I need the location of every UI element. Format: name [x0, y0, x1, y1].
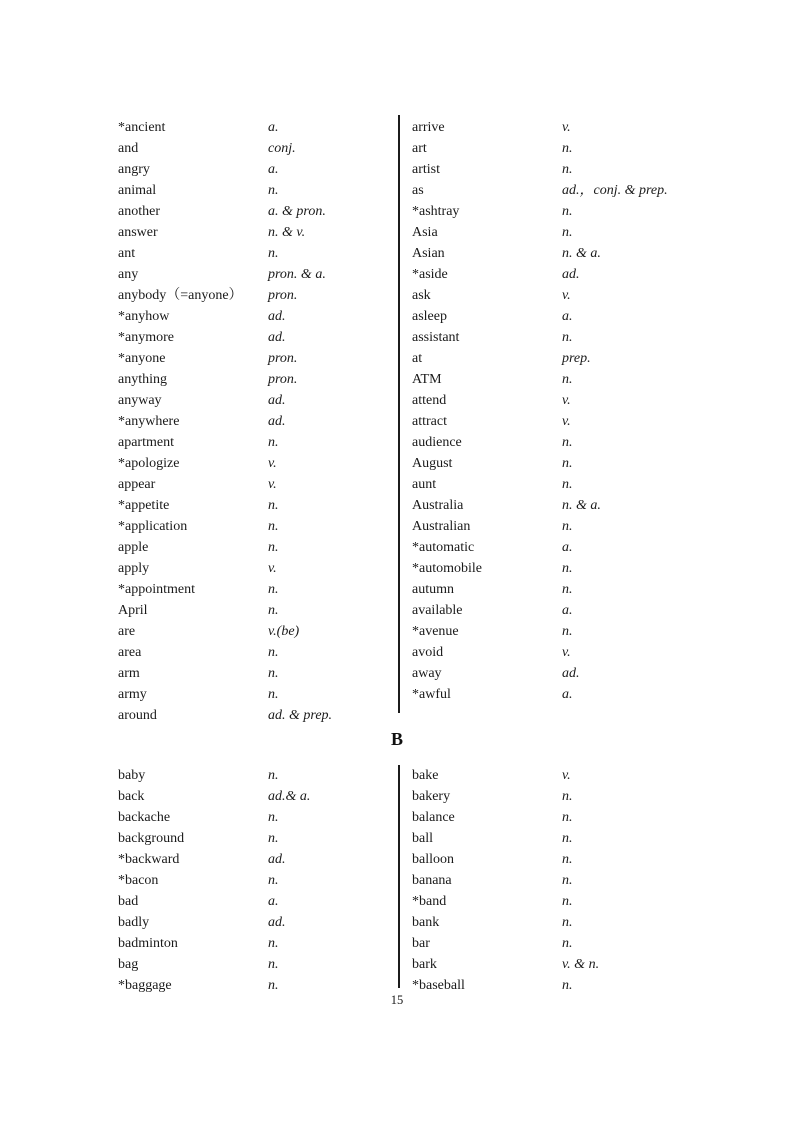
word-entry	[412, 579, 668, 600]
word-entry	[412, 870, 599, 891]
word-text: August	[412, 456, 453, 471]
word-text: around	[118, 708, 157, 723]
word-text: away	[412, 666, 442, 681]
word-entry	[118, 537, 332, 558]
word-text: apple	[118, 540, 149, 555]
pos-text: n.	[562, 852, 573, 867]
word-text: artist	[412, 162, 440, 177]
word-entry	[118, 642, 332, 663]
word-entry	[412, 138, 668, 159]
word-text: bakery	[412, 789, 451, 804]
word-text: bag	[118, 957, 139, 972]
section-a-left-column	[118, 117, 332, 726]
word-text: *avenue	[412, 624, 459, 639]
word-entry	[412, 684, 668, 705]
pos-text: a. & pron.	[268, 204, 326, 219]
pos-text: n.	[562, 372, 573, 387]
word-text: ant	[118, 246, 136, 261]
word-entry	[412, 306, 668, 327]
word-text: April	[118, 603, 148, 618]
pos-text: ad.& a.	[268, 789, 311, 804]
pos-text: ad.	[268, 330, 286, 345]
pos-text: v.(be)	[268, 624, 300, 639]
word-text: apartment	[118, 435, 174, 450]
pos-text: n.	[268, 768, 279, 783]
pos-text: pron.	[268, 351, 298, 366]
pos-text: n.	[268, 246, 279, 261]
pos-text: a.	[268, 162, 279, 177]
pos-text: ad.	[268, 852, 286, 867]
word-entry	[118, 453, 332, 474]
section-b-right-column	[412, 765, 599, 996]
pos-text: pron. & a.	[268, 267, 326, 282]
pos-text: n.	[562, 435, 573, 450]
word-entry	[118, 306, 332, 327]
word-entry	[412, 201, 668, 222]
word-text: *application	[118, 519, 188, 534]
pos-text: n.	[268, 873, 279, 888]
word-entry	[118, 891, 310, 912]
word-text: angry	[118, 162, 150, 177]
word-text: bar	[412, 936, 430, 951]
word-entry	[412, 600, 668, 621]
word-text: Asia	[412, 225, 438, 240]
pos-text: ad.，conj. & prep.	[562, 183, 668, 198]
word-text: as	[412, 183, 424, 198]
pos-text: n.	[562, 624, 573, 639]
word-text: *backward	[118, 852, 180, 867]
pos-text: n.	[562, 162, 573, 177]
word-text: ask	[412, 288, 431, 303]
word-text: area	[118, 645, 142, 660]
word-entry	[412, 558, 668, 579]
word-entry	[412, 828, 599, 849]
word-entry	[412, 495, 668, 516]
word-text: balance	[412, 810, 455, 825]
pos-text: n.	[268, 831, 279, 846]
word-entry	[118, 600, 332, 621]
pos-text: n. & a.	[562, 498, 601, 513]
word-entry	[412, 933, 599, 954]
word-entry	[118, 432, 332, 453]
word-text: animal	[118, 183, 157, 198]
word-text: Asian	[412, 246, 445, 261]
pos-text: ad.	[268, 414, 286, 429]
pos-text: n.	[562, 810, 573, 825]
pos-text: v.	[268, 456, 277, 471]
word-entry	[412, 369, 668, 390]
word-entry	[118, 786, 310, 807]
word-text: balloon	[412, 852, 454, 867]
word-entry	[118, 369, 332, 390]
word-text: Australian	[412, 519, 471, 534]
word-text: another	[118, 204, 160, 219]
word-text: *awful	[412, 687, 451, 702]
word-entry	[118, 264, 332, 285]
word-entry	[412, 891, 599, 912]
word-entry	[412, 411, 668, 432]
pos-text: n.	[268, 687, 279, 702]
word-entry	[118, 663, 332, 684]
word-entry	[118, 933, 310, 954]
word-entry	[412, 243, 668, 264]
word-entry	[118, 765, 310, 786]
word-text: *automatic	[412, 540, 475, 555]
word-text: back	[118, 789, 145, 804]
word-text: *baseball	[412, 978, 465, 993]
pos-text: n.	[268, 498, 279, 513]
word-entry	[118, 579, 332, 600]
word-entry	[118, 870, 310, 891]
word-entry	[118, 495, 332, 516]
word-entry	[412, 285, 668, 306]
word-text: *appointment	[118, 582, 195, 597]
word-text: *baggage	[118, 978, 172, 993]
pos-text: n.	[562, 978, 573, 993]
pos-text: n.	[268, 666, 279, 681]
word-entry	[118, 327, 332, 348]
pos-text: prep.	[562, 351, 591, 366]
word-text: ATM	[412, 372, 442, 387]
word-entry	[412, 642, 668, 663]
word-text: *ancient	[118, 120, 166, 135]
pos-text: v.	[562, 768, 571, 783]
pos-text: n.	[562, 477, 573, 492]
word-entry	[412, 348, 668, 369]
pos-text: n.	[268, 582, 279, 597]
section-a-right-column	[412, 117, 668, 705]
pos-text: a.	[562, 309, 573, 324]
word-entry	[118, 474, 332, 495]
word-text: ball	[412, 831, 433, 846]
pos-text: ad.	[562, 267, 580, 282]
word-entry	[412, 180, 668, 201]
word-entry	[118, 912, 310, 933]
word-entry	[412, 807, 599, 828]
word-entry	[118, 516, 332, 537]
word-entry	[412, 537, 668, 558]
word-entry	[412, 222, 668, 243]
word-text: assistant	[412, 330, 460, 345]
pos-text: v.	[562, 120, 571, 135]
pos-text: v.	[268, 561, 277, 576]
word-text: apply	[118, 561, 150, 576]
pos-text: a.	[562, 540, 573, 555]
pos-text: n.	[562, 519, 573, 534]
word-entry	[118, 807, 310, 828]
page-number: 15	[390, 993, 404, 1007]
word-entry	[118, 138, 332, 159]
word-entry	[412, 765, 599, 786]
word-text: *aside	[412, 267, 448, 282]
word-text: audience	[412, 435, 462, 450]
pos-text: n.	[562, 330, 573, 345]
word-text: bake	[412, 768, 439, 783]
pos-text: n.	[562, 789, 573, 804]
word-text: arrive	[412, 120, 445, 135]
word-text: attend	[412, 393, 447, 408]
word-text: attract	[412, 414, 447, 429]
column-divider-section-a	[398, 115, 400, 713]
pos-text: n.	[562, 831, 573, 846]
word-text: and	[118, 141, 139, 156]
section-b-left-column	[118, 765, 310, 996]
word-text: any	[118, 267, 139, 282]
word-entry	[118, 159, 332, 180]
word-text: *anyhow	[118, 309, 170, 324]
pos-text: n.	[562, 456, 573, 471]
pos-text: ad.	[268, 309, 286, 324]
word-text: Australia	[412, 498, 464, 513]
word-text: badminton	[118, 936, 178, 951]
word-entry	[118, 849, 310, 870]
word-text: asleep	[412, 309, 447, 324]
word-entry	[412, 117, 668, 138]
word-entry	[412, 954, 599, 975]
word-text: avoid	[412, 645, 444, 660]
word-text: autumn	[412, 582, 454, 597]
pos-text: pron.	[268, 288, 298, 303]
word-entry	[118, 243, 332, 264]
word-entry	[118, 348, 332, 369]
word-text: anybody（=anyone）	[118, 288, 243, 303]
word-entry	[118, 222, 332, 243]
pos-text: v.	[268, 477, 277, 492]
word-text: *apologize	[118, 456, 180, 471]
pos-text: n.	[268, 810, 279, 825]
word-entry	[412, 432, 668, 453]
word-text: bark	[412, 957, 437, 972]
pos-text: a.	[268, 120, 279, 135]
pos-text: n.	[562, 141, 573, 156]
pos-text: n.	[268, 978, 279, 993]
word-entry	[118, 705, 332, 726]
pos-text: n.	[268, 936, 279, 951]
word-text: are	[118, 624, 136, 639]
word-entry	[412, 264, 668, 285]
word-entry	[412, 786, 599, 807]
word-text: backache	[118, 810, 171, 825]
word-entry	[118, 117, 332, 138]
word-text: at	[412, 351, 423, 366]
word-entry	[118, 390, 332, 411]
word-entry	[118, 201, 332, 222]
word-entry	[412, 474, 668, 495]
pos-text: n.	[268, 645, 279, 660]
pos-text: a.	[268, 894, 279, 909]
pos-text: ad. & prep.	[268, 708, 333, 723]
pos-text: n.	[268, 603, 279, 618]
pos-text: n.	[562, 204, 573, 219]
word-text: available	[412, 603, 463, 618]
word-text: arm	[118, 666, 140, 681]
word-text: anyway	[118, 393, 162, 408]
word-text: art	[412, 141, 427, 156]
pos-text: v.	[562, 288, 571, 303]
pos-text: n.	[562, 225, 573, 240]
pos-text: n.	[268, 540, 279, 555]
word-text: *appetite	[118, 498, 170, 513]
pos-text: n. & a.	[562, 246, 601, 261]
word-text: baby	[118, 768, 146, 783]
word-text: aunt	[412, 477, 437, 492]
pos-text: a.	[562, 603, 573, 618]
pos-text: v.	[562, 414, 571, 429]
word-entry	[412, 327, 668, 348]
pos-text: n.	[562, 915, 573, 930]
word-entry	[412, 390, 668, 411]
pos-text: a.	[562, 687, 573, 702]
word-text: *automobile	[412, 561, 482, 576]
pos-text: ad.	[268, 915, 286, 930]
word-text: *band	[412, 894, 447, 909]
word-entry	[118, 621, 332, 642]
word-text: bad	[118, 894, 139, 909]
pos-text: conj.	[268, 141, 296, 156]
word-text: anything	[118, 372, 167, 387]
word-text: army	[118, 687, 147, 702]
word-entry	[118, 411, 332, 432]
word-text: *anywhere	[118, 414, 180, 429]
word-text: background	[118, 831, 185, 846]
section-header-b: B	[390, 729, 403, 749]
pos-text: ad.	[562, 666, 580, 681]
pos-text: n.	[268, 519, 279, 534]
word-entry	[118, 285, 332, 306]
pos-text: n.	[268, 183, 279, 198]
word-entry	[118, 180, 332, 201]
word-text: *anyone	[118, 351, 166, 366]
pos-text: v. & n.	[562, 957, 600, 972]
word-entry	[118, 558, 332, 579]
pos-text: n.	[268, 435, 279, 450]
pos-text: ad.	[268, 393, 286, 408]
word-entry	[412, 453, 668, 474]
pos-text: n.	[562, 873, 573, 888]
column-divider-section-b	[398, 765, 400, 988]
word-entry	[118, 828, 310, 849]
word-entry	[118, 684, 332, 705]
word-entry	[412, 912, 599, 933]
word-entry	[118, 954, 310, 975]
pos-text: n. & v.	[268, 225, 306, 240]
word-text: appear	[118, 477, 156, 492]
word-text: *bacon	[118, 873, 159, 888]
pos-text: n.	[562, 561, 573, 576]
word-entry	[412, 849, 599, 870]
word-entry	[412, 621, 668, 642]
word-text: *anymore	[118, 330, 174, 345]
pos-text: n.	[562, 582, 573, 597]
pos-text: n.	[562, 894, 573, 909]
pos-text: n.	[562, 936, 573, 951]
word-text: *ashtray	[412, 204, 460, 219]
word-entry	[412, 516, 668, 537]
pos-text: v.	[562, 393, 571, 408]
word-entry	[412, 159, 668, 180]
pos-text: v.	[562, 645, 571, 660]
word-text: answer	[118, 225, 158, 240]
word-text: banana	[412, 873, 452, 888]
word-entry	[412, 663, 668, 684]
pos-text: n.	[268, 957, 279, 972]
word-text: badly	[118, 915, 150, 930]
word-text: bank	[412, 915, 440, 930]
pos-text: pron.	[268, 372, 298, 387]
